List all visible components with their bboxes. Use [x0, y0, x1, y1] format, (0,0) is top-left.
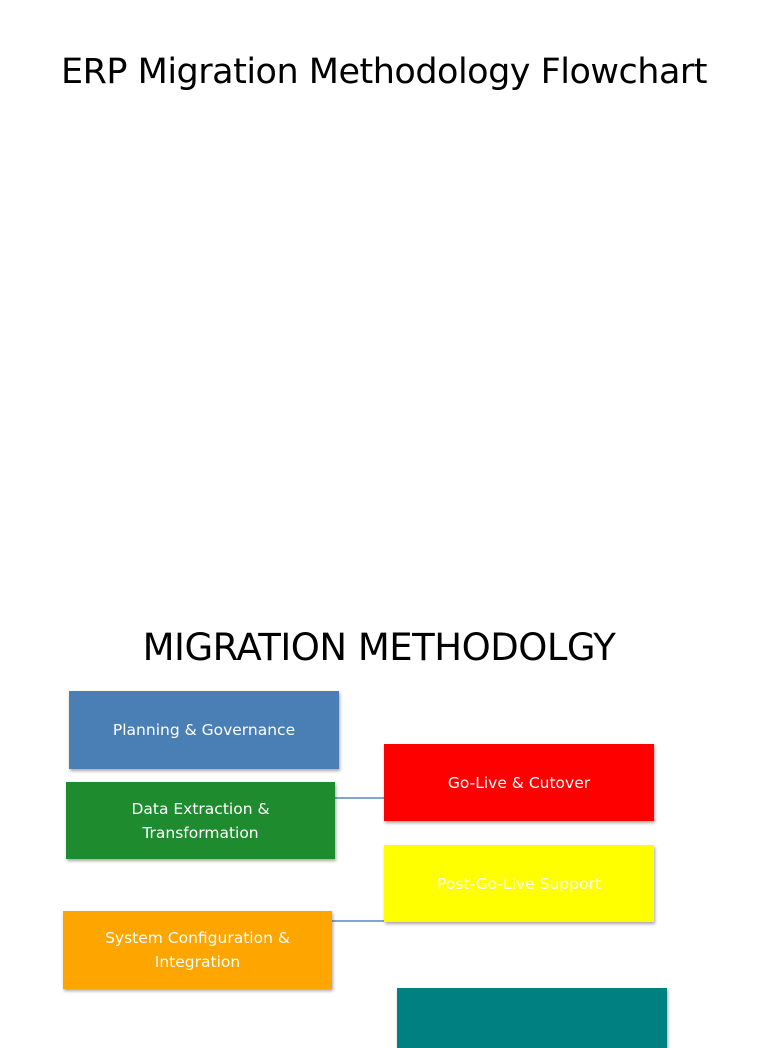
diagram-heading: MIGRATION METHODOLGY	[142, 626, 616, 669]
post-go-live-support-label: Post-Go-Live Support	[437, 874, 601, 893]
data-extraction-label-line1: Data Extraction &	[131, 799, 270, 818]
continuous-improvement-box	[397, 988, 667, 1048]
page-title: ERP Migration Methodology Flowchart	[60, 52, 708, 92]
go-live-cutover-label: Go-Live & Cutover	[447, 773, 591, 792]
system-configuration-label-line1: System Configuration &	[105, 929, 290, 947]
go-live-cutover-box	[384, 744, 654, 821]
planning-governance-label: Planning & Governance	[112, 721, 296, 739]
system-configuration-label-line2: Integration	[154, 953, 241, 971]
planning-governance-box	[69, 691, 339, 769]
data-extraction-box	[66, 782, 335, 859]
post-go-live-support-box	[384, 845, 654, 922]
data-extraction-label-line2: Transformation	[142, 823, 259, 842]
system-configuration-box	[63, 911, 332, 989]
